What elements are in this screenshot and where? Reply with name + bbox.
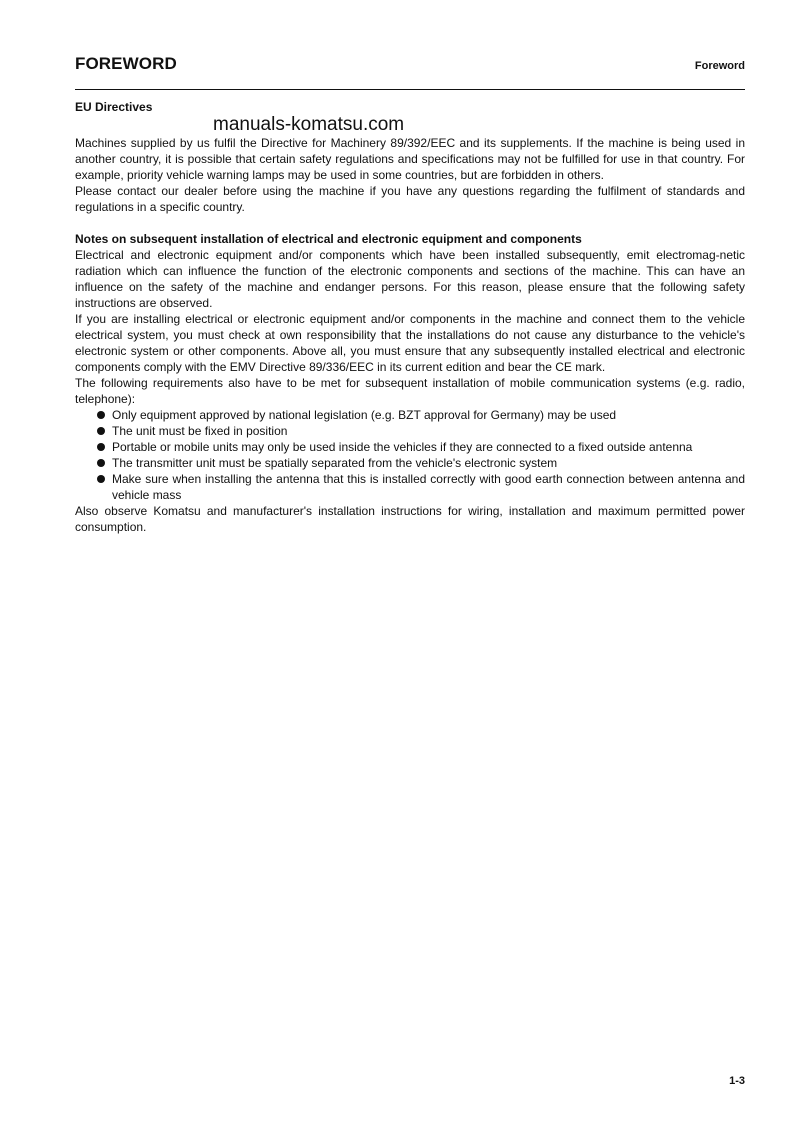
bullet-dot-icon [97,427,105,435]
header-divider [75,89,745,90]
list-item [97,423,745,439]
closing-paragraph: Also observe Komatsu and manufacturer's installation instructions for wiring, installation and maximum permitted power consumption. [75,504,745,534]
list-item [97,471,745,503]
installation-notes-section [75,231,745,535]
eu-directives-section [75,99,745,215]
watermark-text: manuals-komatsu.com [213,114,405,135]
section-heading-installation-notes: Notes on subsequent installation of electrical and electronic equipment and components [75,232,582,246]
paragraph: If you are installing electrical or electronic equipment and/or components in the machine and connect them to the vehicle electrical system, you must check at own responsibility that the installations do not cause any disturbance to the vehicle's electronic system or other components. Above all, you must ensure that any subsequently installed electrical and electronic components comply with the EMV Directive 89/336/EEC in its current edition and bear the CE mark. [75,312,745,374]
page-header [75,54,745,78]
list-item [97,407,745,423]
list-item [97,439,745,455]
section-tag: Foreword [694,60,745,72]
list-item [97,455,745,471]
spacer [75,215,745,231]
chapter-title: FOREWORD [75,54,177,73]
list-item-text: The transmitter unit must be spatially separated from the vehicle's electronic system [112,456,558,470]
requirements-list [75,407,745,503]
paragraph: The following requirements also have to be met for subsequent installation of mobile communication systems (e.g. radio, telephone): [75,376,745,406]
bullet-dot-icon [97,475,105,483]
bullet-dot-icon [97,411,105,419]
list-item-text: Portable or mobile units may only be used inside the vehicles if they are connected to a fixed outside antenna [112,440,693,454]
page-number: 1-3 [729,1075,745,1087]
page-content [75,99,745,535]
list-item-text: Only equipment approved by national legislation (e.g. BZT approval for Germany) may be used [112,408,617,422]
bullet-dot-icon [97,443,105,451]
paragraph: Machines supplied by us fulfil the Directive for Machinery 89/392/EEC and its supplements. If the machine is being used in another country, it is possible that certain safety regulations and specifications may not be fulfilled for use in that country. For example, priority vehicle warning lamps may be used in some countries, but are forbidden in others. [75,136,745,182]
bullet-dot-icon [97,459,105,467]
list-item-text: The unit must be fixed in position [112,424,288,438]
section-heading-eu-directives: EU Directives [75,100,153,114]
list-item-text: Make sure when installing the antenna that this is installed correctly with good earth connection between antenna and vehicle mass [112,472,745,502]
paragraph: Please contact our dealer before using the machine if you have any questions regarding the fulfilment of standards and regulations in a specific country. [75,184,745,214]
paragraph: Electrical and electronic equipment and/or components which have been installed subsequently, emit electromag-netic radiation which can influence the function of the electronic components and sections of the machine. This can have an influence on the safety of the machine and endanger persons. For this reason, please ensure that the following safety instructions are observed. [75,248,745,310]
